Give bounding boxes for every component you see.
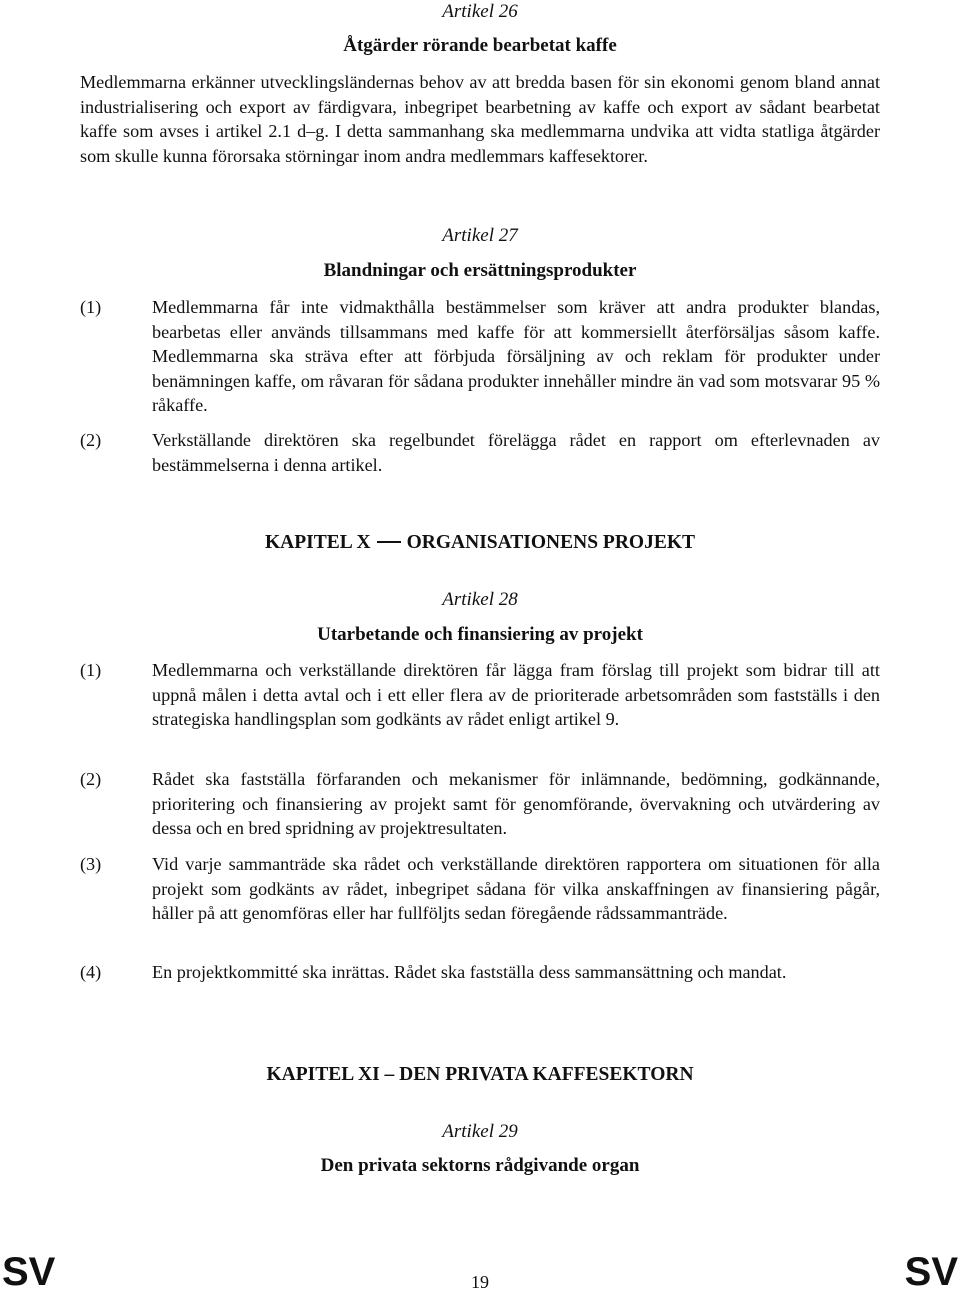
article-28-title: Utarbetande och finansiering av projekt: [317, 624, 643, 645]
chapter-10-heading: [0, 531, 960, 555]
item-number: (2): [80, 769, 102, 789]
item-number: (4): [80, 962, 102, 982]
article-28-label: Artikel 28: [442, 589, 518, 610]
article-28-item-2: [80, 767, 880, 841]
item-number: (3): [80, 854, 102, 874]
article-28-item-3: [80, 852, 880, 926]
item-text: Verkställande direktören ska regelbundet förelägga rådet en rapport om efterlevnaden av bestämmelserna i denna artikel.: [152, 430, 880, 475]
item-number: (2): [80, 430, 102, 450]
article-26-body: Medlemmarna erkänner utvecklingsländernas behov av att bredda basen för sin ekonomi genom bland annat industrialisering och export av färdigvara, inbegripet bearbetning av kaffe och export av sådant bearbetat kaffe som avses i artikel 2.1 d–g. I detta sammanhang ska medlemmarna undvika att vidta statliga åtgärder som skulle kunna förorsaka störningar inom andra medlemmars kaffesektorer.: [80, 72, 880, 166]
article-26-label: Artikel 26: [442, 1, 518, 22]
article-28-item-1: [80, 658, 880, 732]
article-29-title: Den privata sektorns rådgivande organ: [320, 1155, 640, 1176]
chapter-10-title: ORGANISATIONENS PROJEKT: [406, 532, 696, 553]
article-27-item-2: [80, 428, 880, 477]
article-26-title: Åtgärder rörande bearbetat kaffe: [343, 35, 617, 56]
article-28-item-4: [80, 960, 880, 985]
article-27-item-1: [80, 295, 880, 418]
item-text: Vid varje sammanträde ska rådet och verkställande direktören rapportera om situationen för alla projekt som godkänts av rådet, inbegripet sådana för vilka anskaffningen av finansiering pågår, håller på att genomföras eller har fullföljts sedan föregående rådssammanträde.: [152, 854, 880, 924]
item-number: (1): [80, 297, 102, 317]
item-text: Rådet ska fastställa förfaranden och mekanismer för inlämnande, bedömning, godkännande, prioritering och finansiering av projekt samt för genomförande, övervakning och utvärdering av dessa och en bred spridning av projektresultaten.: [152, 769, 880, 839]
chapter-11-heading: KAPITEL XI – DEN PRIVATA KAFFESEKTORN: [266, 1064, 694, 1085]
item-text: Medlemmarna får inte vidmakthålla bestämmelser som kräver att andra produkter blandas, bearbetas eller används tillsammans med kaffe för att kommersiellt återförsäljas såsom kaffe. Medlemmarna ska sträva efter att förbjuda försäljning av och reklam för produkter under benämningen kaffe, om råvaran för sådana produkter innehåller mindre än vad som motsvarar 95 % råkaffe.: [152, 297, 880, 416]
em-dash: [377, 541, 401, 543]
language-code-right: SV: [904, 1250, 958, 1294]
item-text: En projektkommitté ska inrättas. Rådet ska fastställa dess sammansättning och mandat.: [152, 962, 787, 982]
language-code-left: SV: [2, 1250, 56, 1294]
article-27-title: Blandningar och ersättningsprodukter: [323, 260, 637, 281]
item-number: (1): [80, 660, 102, 680]
page-number: 19: [471, 1272, 489, 1292]
item-text: Medlemmarna och verkställande direktören får lägga fram förslag till projekt som bidrar till att uppnå målen i detta avtal och i ett eller flera av de prioriterade arbetsområden som fastställs i den strategiska handlingsplan som godkänts av rådet enligt artikel 9.: [152, 660, 880, 730]
article-29-label: Artikel 29: [442, 1121, 518, 1142]
article-27-label: Artikel 27: [442, 225, 518, 246]
chapter-10-number: KAPITEL X: [264, 532, 371, 553]
